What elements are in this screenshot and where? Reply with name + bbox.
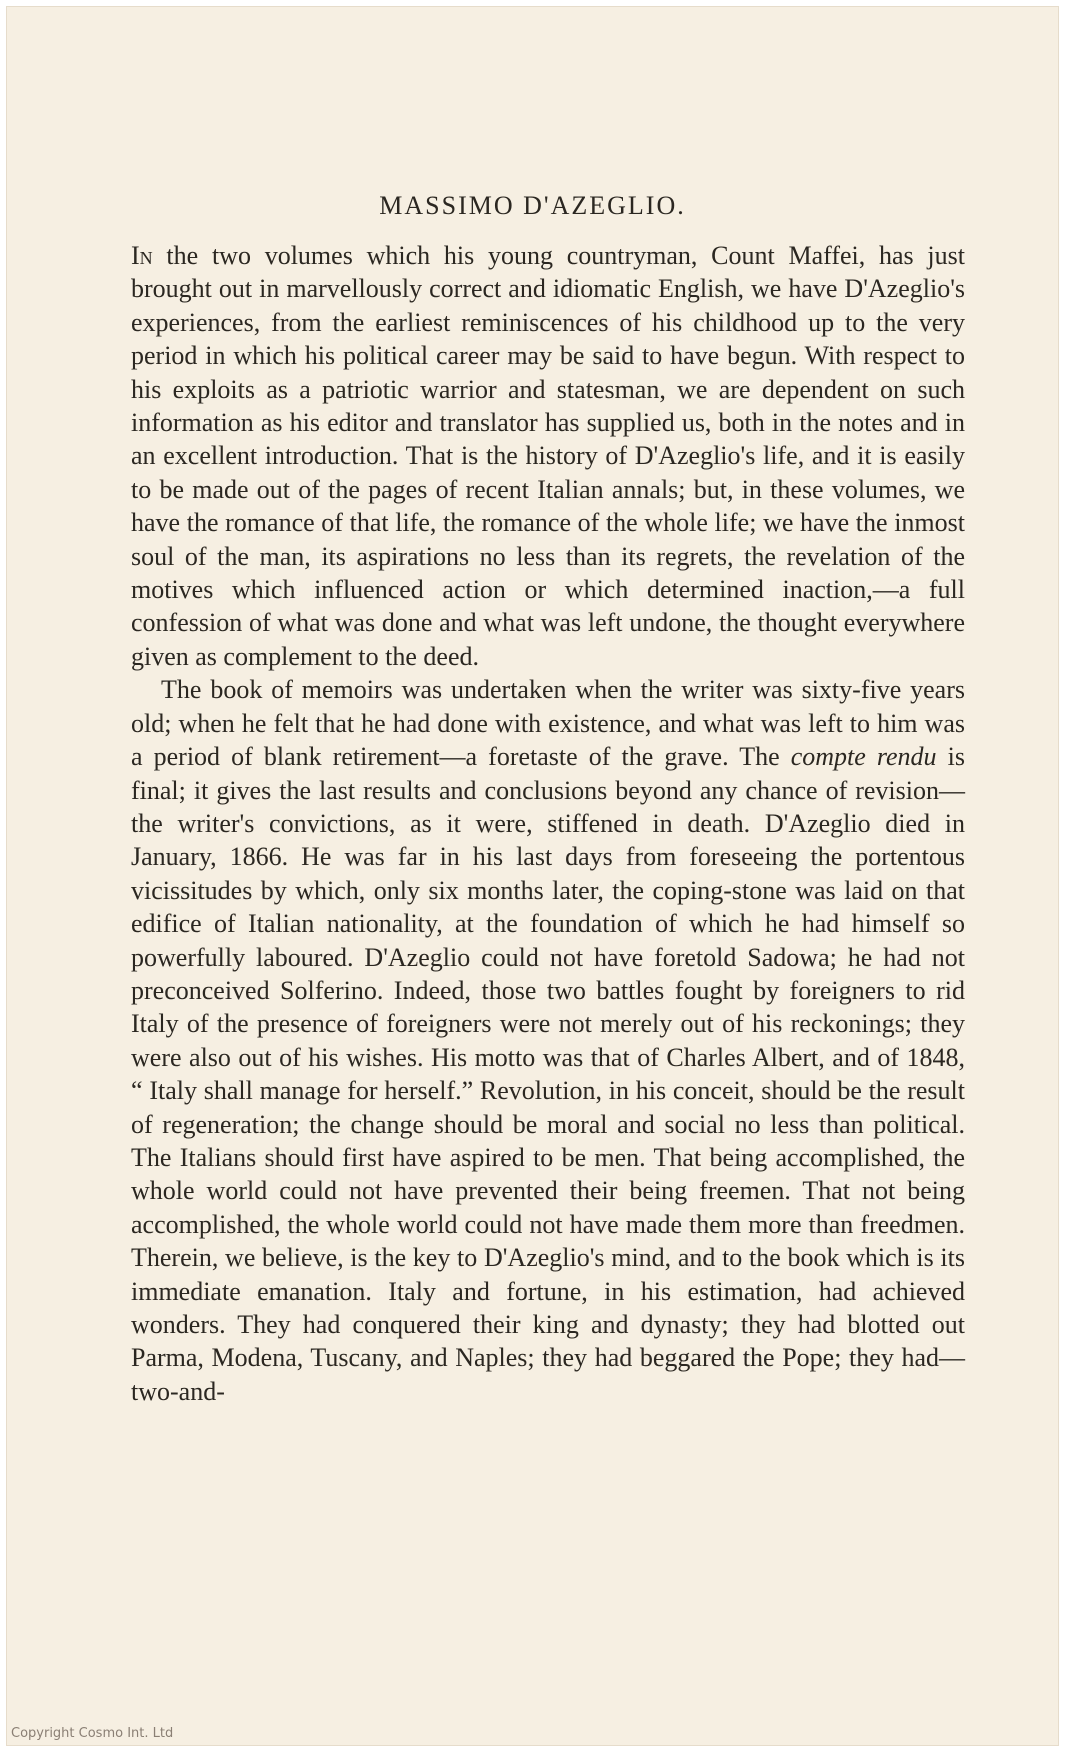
paragraph-1-lead: In xyxy=(131,241,153,270)
book-page xyxy=(6,6,1059,1746)
paragraph-1 xyxy=(131,239,965,673)
article-body xyxy=(131,239,965,1408)
copyright-notice: Copyright Cosmo Int. Ltd xyxy=(11,1726,174,1741)
paragraph-2-part-1: The book of memoirs was undertaken when the writer was sixty-five years old; when he felt that he had done with existence, and what was left to him was a period of blank retirement—a foretaste of the grave. The xyxy=(131,675,965,772)
paragraph-1-text: the two volumes which his young countryman, Count Maffei, has just brought out in marvellously correct and idiomatic English, we have D'Azeglio's experiences, from the earliest reminiscences of his childhood up to the very period in which his political career may be said to have begun. With respect to his exploits as a patriotic warrior and statesman, we are dependent on such information as his editor and translator has supplied us, both in the notes and in an excellent introduction. That is the history of D'Azeglio's life, and it is easily to be made out of the pages of recent Italian annals; but, in these volumes, we have the romance of that life, the romance of the whole life; we have the inmost soul of the man, its aspirations no less than its regrets, the revelation of the motives which influenced action or which determined inaction,—a full confession of what was done and what was left undone, the thought everywhere given as complement to the deed. xyxy=(131,241,965,671)
paragraph-2 xyxy=(131,673,965,1408)
article-title: MASSIMO D'AZEGLIO. xyxy=(379,191,686,220)
paragraph-2-italic: compte rendu xyxy=(790,742,937,772)
paragraph-2-part-2: is final; it gives the last results and conclusions beyond any chance of revision—the writer's convictions, as it were, stiffened in death. D'Azeglio died in January, 1866. He was far in his last days from foreseeing the portentous vicissitudes by which, only six months later, the coping-stone was laid on that edifice of Italian nationality, at the foundation of which he had himself so powerfully laboured. D'Azeglio could not have foretold Sadowa; he had not preconceived Solferino. Indeed, those two battles fought by foreigners to rid Italy of the presence of foreigners were not merely out of his reckonings; they were also out of his wishes. His motto was that of Charles Albert, and of 1848, “ Italy shall manage for herself.” Revolution, in his conceit, should be the result of regeneration; the change should be moral and social no less than political. The Italians should first have aspired to be men. That being accomplished, the whole world could not have prevented their being freemen. That not being accomplished, the whole world could not have made them more than freedmen. Therein, we believe, is the key to D'Azeglio's mind, and to the book which is its immediate emanation. Italy and fortune, in his estimation, had achieved wonders. They had conquered their king and dynasty; they had blotted out Parma, Modena, Tuscany, and Naples; they had beggared the Pope; they had—two-and- xyxy=(131,742,965,1406)
